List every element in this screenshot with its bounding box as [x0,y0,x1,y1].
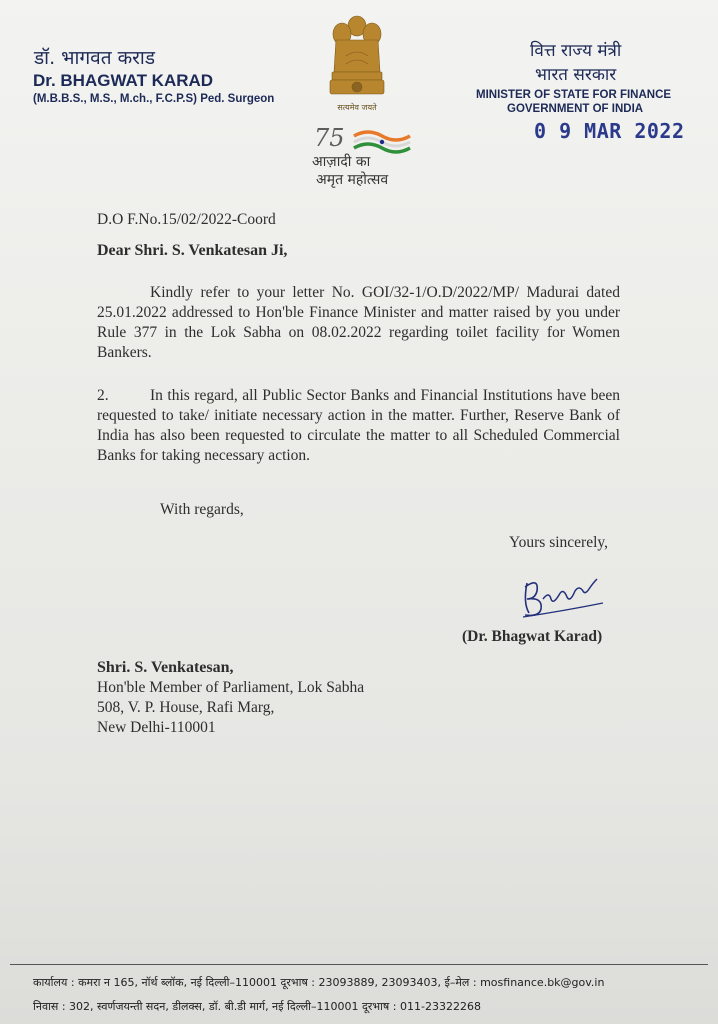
azadi-tagline-line1: आज़ादी का [312,154,371,170]
salutation: Dear Shri. S. Venkatesan Ji, [97,242,288,259]
addressee-block [97,658,364,738]
regards: With regards, [160,501,244,518]
paragraph-2-number: 2. [97,387,109,404]
addressee-address-line: 508, V. P. House, Rafi Marg, [97,699,275,716]
date-stamp: 0 9 MAR 2022 [534,119,685,143]
azadi-number: 75 [314,124,345,152]
minister-title-hindi: वित्त राज्य मंत्री [530,41,622,61]
footer-office-address: कार्यालय : कमरा न 165, नॉर्थ ब्लॉक, नई दिल्ली–110001 दूरभाष : 23093889, 23093403, ई–मेल : mosfinance.bk@gov.in [33,976,605,989]
addressee-designation: Hon'ble Member of Parliament, Lok Sabha [97,679,365,696]
sender-qualifications: (M.B.B.S., M.S., M.ch., F.C.P.S) Ped. Surgeon [33,93,275,105]
closing: Yours sincerely, [509,534,609,551]
emblem-motto: सत्यमेव जयते [337,103,377,112]
signer-name: (Dr. Bhagwat Karad) [462,628,603,645]
footer-divider [10,964,708,965]
addressee-city: New Delhi-110001 [97,719,216,736]
sender-name-hindi: डॉ. भागवत कराड [34,47,156,69]
paragraph-1: Kindly refer to your letter No. GOI/32-1/O.D/2022/MP/ Madurai dated 25.01.2022 addressed to Hon'ble Finance Minister and matter raised by you under Rule 377 in the Lok Sabha on 08.02.2022 regarding toilet facility for Women Bankers. [97,284,620,361]
national-emblem-icon [322,10,392,118]
minister-title-english: MINISTER OF STATE FOR FINANCE [476,89,672,101]
reference-number: D.O F.No.15/02/2022-Coord [97,211,276,228]
signature-icon [515,565,615,623]
addressee-name: Shri. S. Venkatesan, [97,659,234,676]
government-english: GOVERNMENT OF INDIA [507,103,644,115]
government-hindi: भारत सरकार [535,65,617,85]
paragraph-2-text: In this regard, all Public Sector Banks and Financial Institutions have been requested to take/ initiate necessary action in the matter. Further, Reserve Bank of India has also been requested to circulate the matter to all Scheduled Commercial Banks for taking necessary action. [97,387,620,464]
paragraph-2 [97,386,620,466]
azadi-tagline-line2: अमृत महोत्सव [316,172,389,188]
footer-residence-address: निवास : 302, स्वर्णजयन्ती सदन, डीलक्स, डॉ. बी.डी मार्ग, नई दिल्ली–110001 दूरभाष : 011-23322268 [33,1000,481,1013]
sender-name-english: Dr. BHAGWAT KARAD [33,71,214,90]
